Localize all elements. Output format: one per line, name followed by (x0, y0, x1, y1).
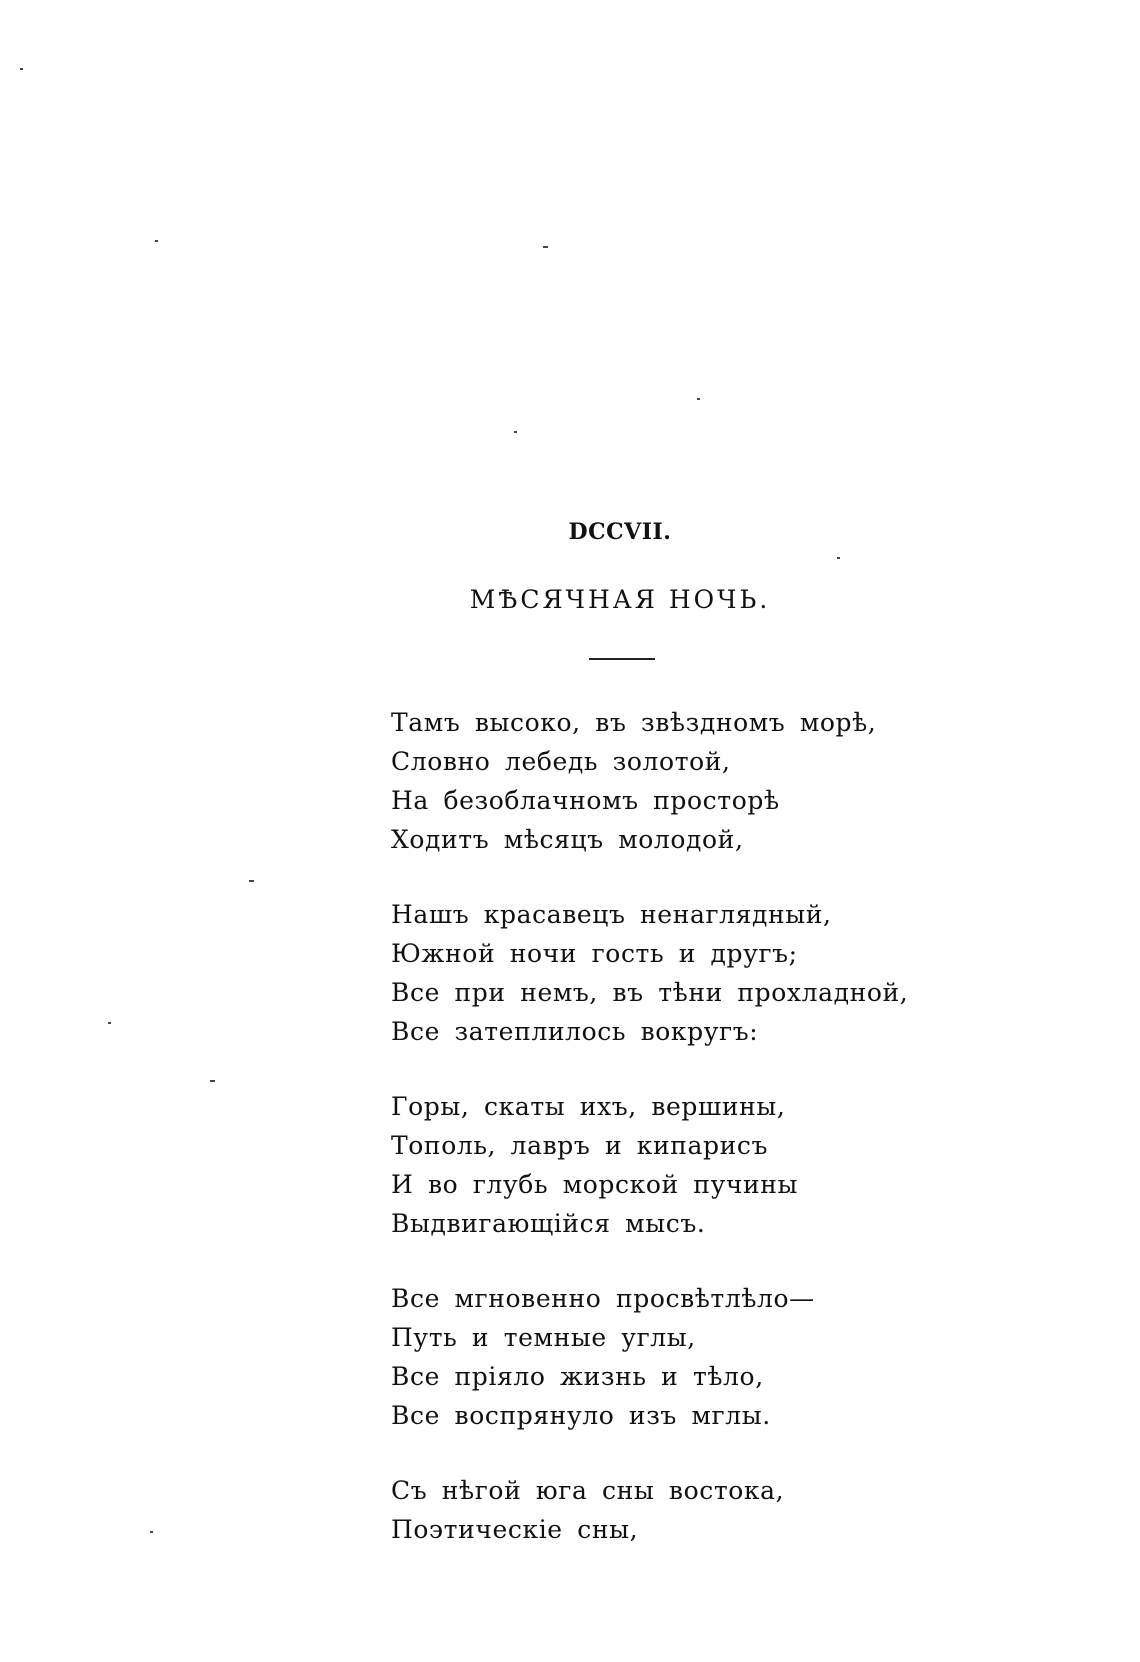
verse-line: Путь и темные углы, (391, 1323, 696, 1352)
verse-line: Все прiяло жизнь и тѣло, (391, 1362, 764, 1391)
stanza-2 (391, 895, 1091, 1051)
scan-speck (697, 398, 700, 400)
verse-line: На безоблачномъ просторѣ (391, 786, 780, 815)
poem-title: МѢСЯЧНАЯ НОЧЬ. (469, 585, 771, 614)
verse-line: Нашъ красавецъ ненаглядный, (391, 900, 832, 929)
verse-line: Все при немъ, въ тѣни прохладной, (391, 978, 909, 1007)
verse-line: Поэтическiе сны, (391, 1515, 639, 1544)
verse-line: И во глубь морской пучины (391, 1170, 799, 1199)
verse-line: Горы, скаты ихъ, вершины, (391, 1092, 786, 1121)
verse-line: Южной ночи гость и другъ; (391, 939, 798, 968)
verse-line: Тамъ высоко, въ звѣздномъ морѣ, (391, 708, 877, 737)
verse-line: Выдвигающійся мысъ. (391, 1209, 706, 1238)
scan-speck (543, 246, 548, 248)
scan-speck (837, 557, 840, 559)
verse-line: Ходитъ мѣсяцъ молодой, (391, 825, 744, 854)
scan-speck (20, 68, 23, 70)
verse-line: Тополь, лавръ и кипарисъ (391, 1131, 768, 1160)
stanza-4 (391, 1279, 1091, 1435)
poem-number: DCCVII. (568, 519, 672, 545)
verse-line: Все воспрянуло изъ мглы. (391, 1401, 771, 1430)
stanza-5 (391, 1471, 1091, 1549)
scan-speck (155, 240, 158, 242)
stanza-1 (391, 703, 1091, 859)
verse-line: Все мгновенно просвѣтлѣло— (391, 1284, 815, 1313)
verse-line: Все затеплилось вокругъ: (391, 1017, 759, 1046)
stanza-3 (391, 1087, 1091, 1243)
scan-speck (108, 1022, 111, 1024)
scan-speck (249, 880, 254, 882)
poem-body (391, 703, 1091, 1585)
scan-speck (210, 1080, 215, 1082)
title-divider (589, 658, 655, 660)
verse-line: Съ нѣгой юга сны востока, (391, 1476, 785, 1505)
scan-speck (514, 431, 517, 433)
verse-line: Словно лебедь золотой, (391, 747, 731, 776)
scan-speck (150, 1531, 153, 1533)
